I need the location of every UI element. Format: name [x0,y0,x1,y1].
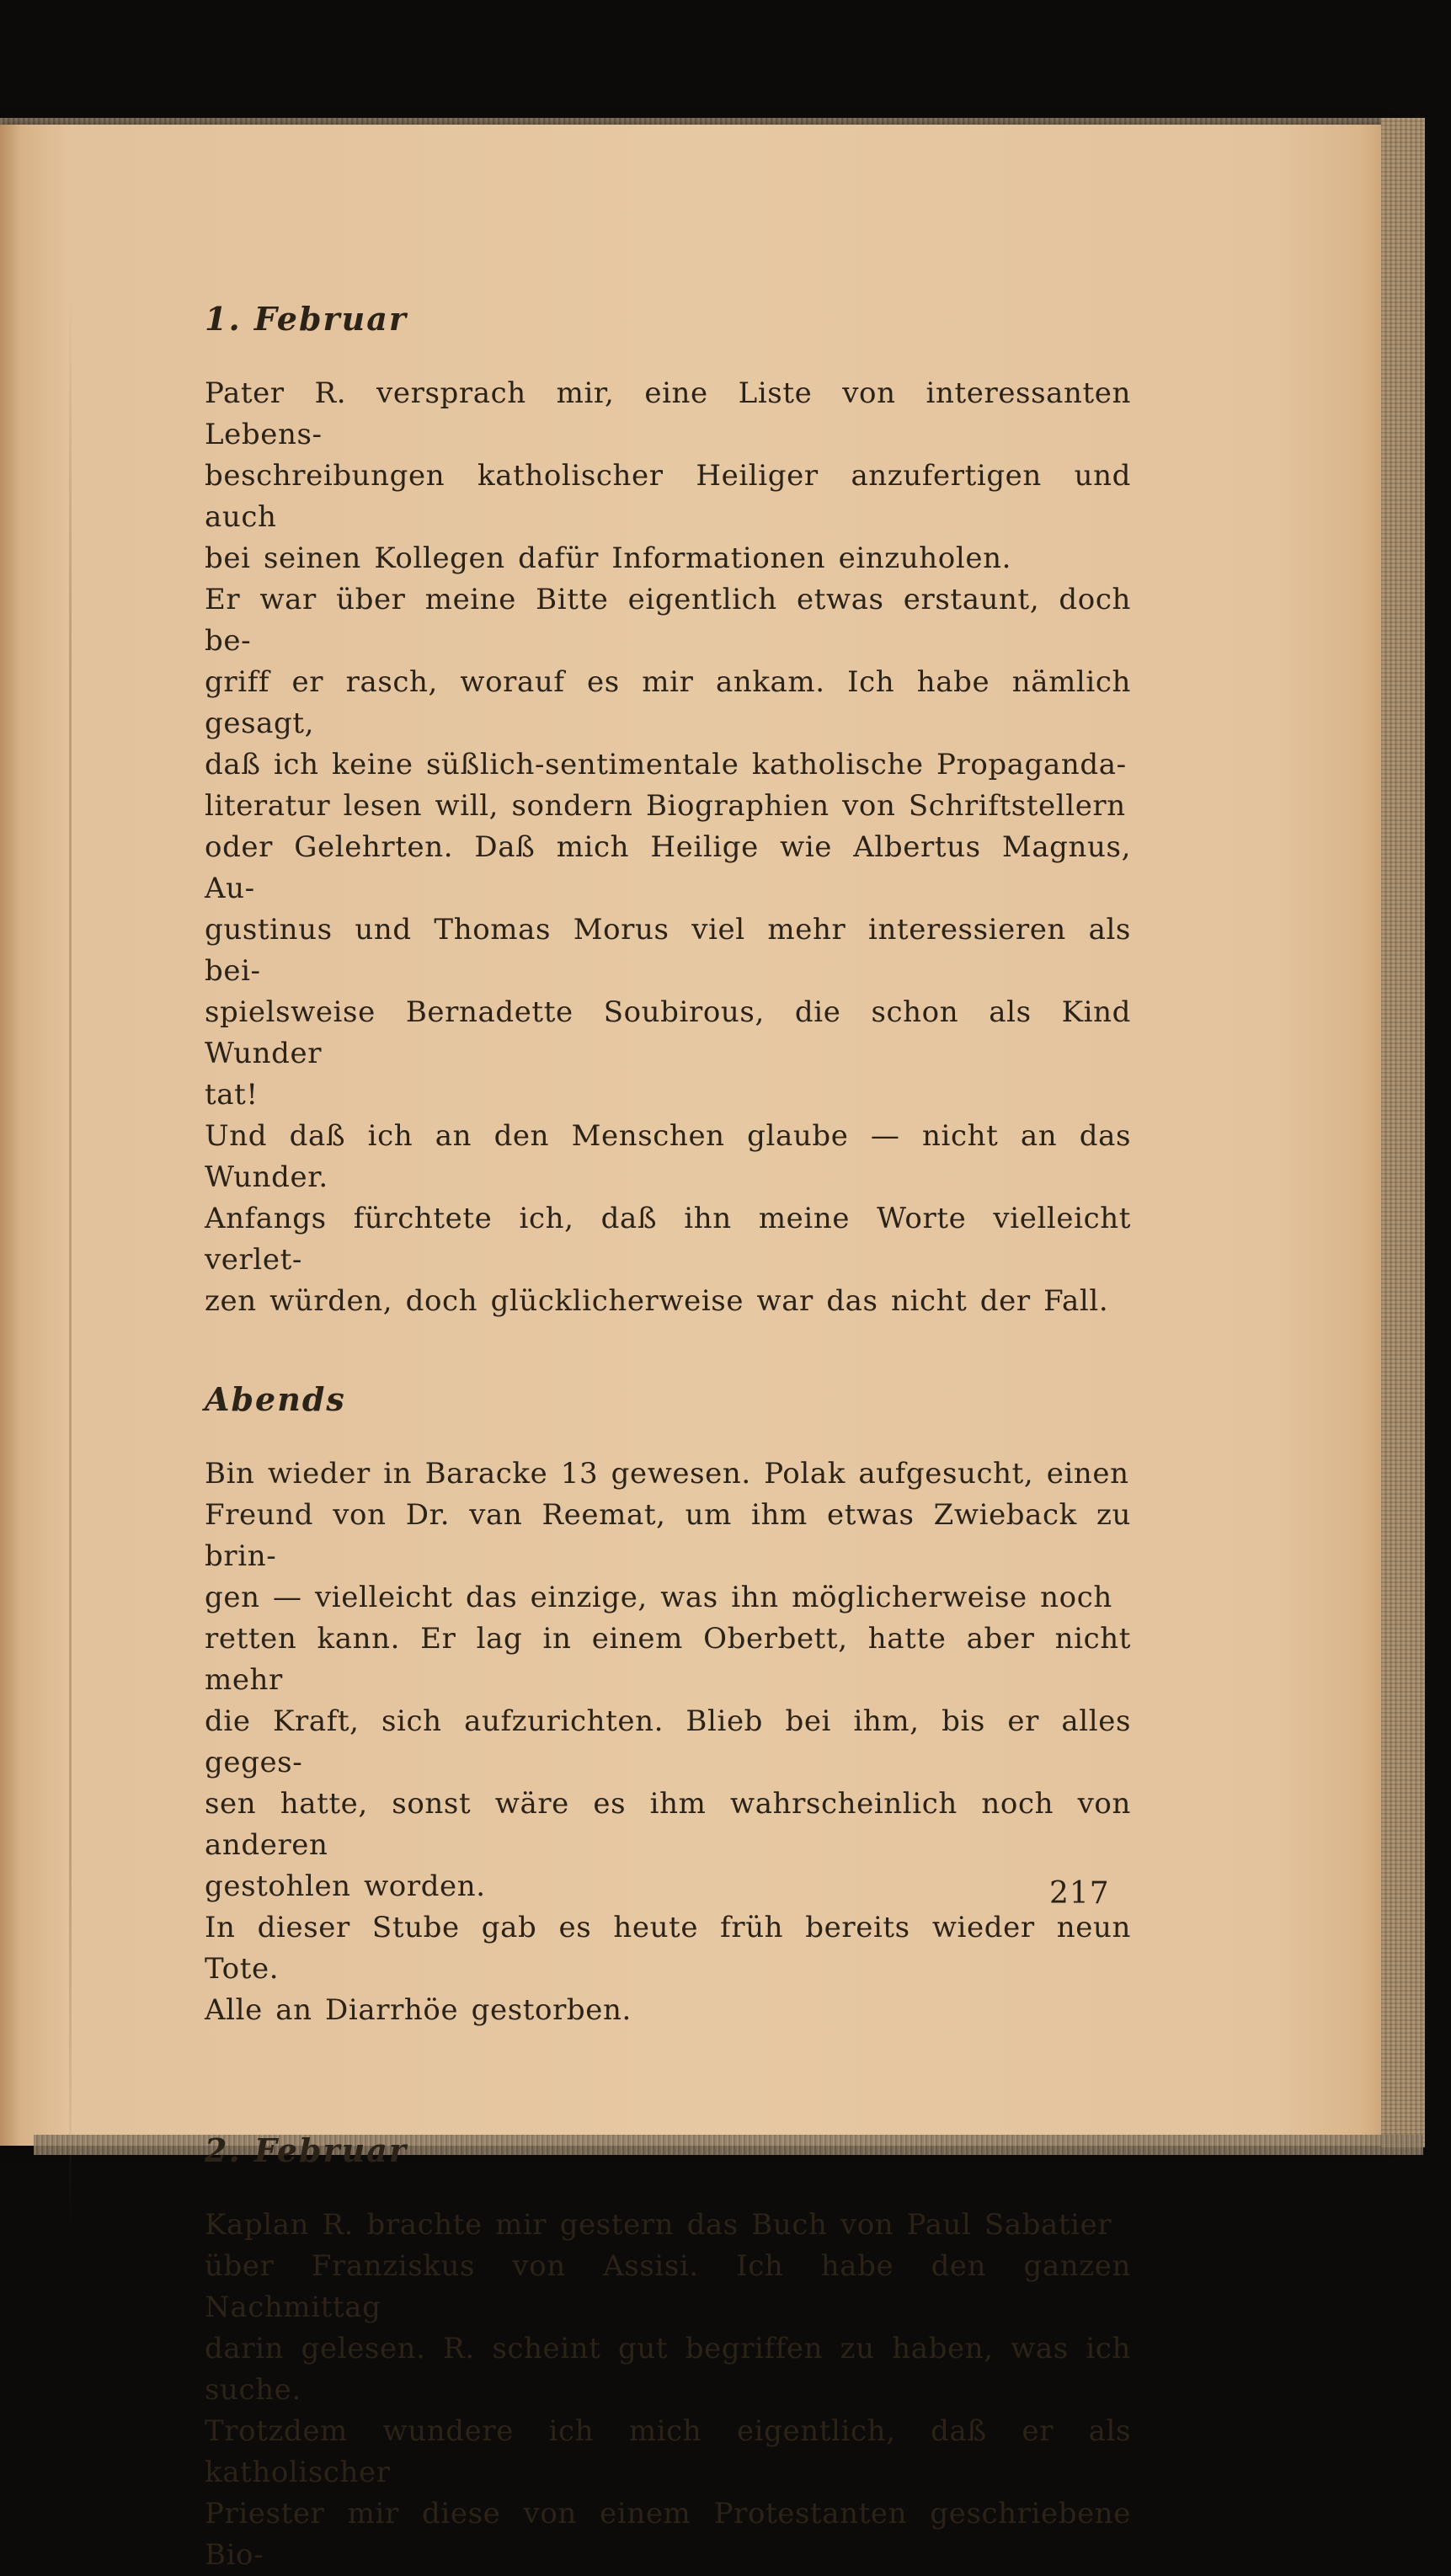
text-line: zen würden, doch glücklicherweise war das nicht der Fall. [205,1284,1109,1318]
text-line: Alle an Diarrhöe gestorben. [205,1993,632,2027]
book-cover-edge [1381,118,1425,2147]
text-line: Anfangs fürchtete ich, daß ihn meine Worte vielleicht verlet- [205,1202,1131,1277]
paragraph [205,1116,1131,1322]
text-line: Trotzdem wundere ich mich eigentlich, daß er als katholischer [205,2414,1131,2489]
text-line: daß ich keine süßlich-sentimentale katholische Propaganda- [205,748,1127,781]
paragraph [205,579,1131,1116]
text-line: Freund von Dr. van Reemat, um ihm etwas Zwieback zu brin- [205,1498,1131,1573]
text-line: tat! [205,1078,259,1112]
text-line: literatur lesen will, sondern Biographien von Schriftstellern [205,789,1126,823]
text-line: sen hatte, sonst wäre es ihm wahrscheinlich noch von anderen [205,1787,1131,1862]
entry-heading: Abends [205,1380,346,1418]
entry-heading: 2. Februar [205,2131,408,2169]
text-line: spielsweise Bernadette Soubirous, die schon als Kind Wunder [205,995,1131,1070]
page-number: 217 [1049,1876,1110,1911]
text-line: gestohlen worden. [205,1869,486,1903]
text-line: Pater R. versprach mir, eine Liste von interessanten Lebens- [205,376,1131,451]
text-line: über Franziskus von Assisi. Ich habe den ganzen Nachmittag [205,2249,1131,2324]
text-line: darin gelesen. R. scheint gut begriffen zu haben, was ich suche. [205,2332,1131,2407]
text-line: oder Gelehrten. Daß mich Heilige wie Albertus Magnus, Au- [205,830,1131,905]
text-line: gustinus und Thomas Morus viel mehr interessieren als bei- [205,913,1131,988]
gutter-shadow [69,293,72,2230]
text-line: retten kann. Er lag in einem Oberbett, hatte aber nicht mehr [205,1622,1131,1697]
entry-heading: 1. Februar [205,300,408,338]
text-line: die Kraft, sich aufzurichten. Blieb bei ihm, bis er alles geges- [205,1704,1131,1779]
text-line: Und daß ich an den Menschen glaube — nicht an das Wunder. [205,1119,1131,1194]
text-line: gen — vielleicht das einzige, was ihn möglicherweise noch [205,1581,1112,1614]
paragraph [205,1453,1131,1907]
text-line: In dieser Stube gab es heute früh bereits wieder neun Tote. [205,1911,1131,1986]
page-text [205,299,1131,2576]
text-line: griff er rasch, worauf es mir ankam. Ich habe nämlich gesagt, [205,665,1131,740]
paragraph [205,1907,1131,2031]
text-line: bei seinen Kollegen dafür Informationen einzuholen. [205,541,1011,575]
text-line: Bin wieder in Baracke 13 gewesen. Polak aufgesucht, einen [205,1457,1129,1491]
paragraph [205,373,1131,579]
text-line: Kaplan R. brachte mir gestern das Buch von Paul Sabatier [205,2208,1112,2242]
paragraph [205,2205,1131,2576]
text-line: beschreibungen katholischer Heiliger anzufertigen und auch [205,459,1131,534]
text-line: Er war über meine Bitte eigentlich etwas erstaunt, doch be- [205,583,1131,658]
text-line: Priester mir diese von einem Protestanten geschriebene Bio- [205,2497,1131,2572]
